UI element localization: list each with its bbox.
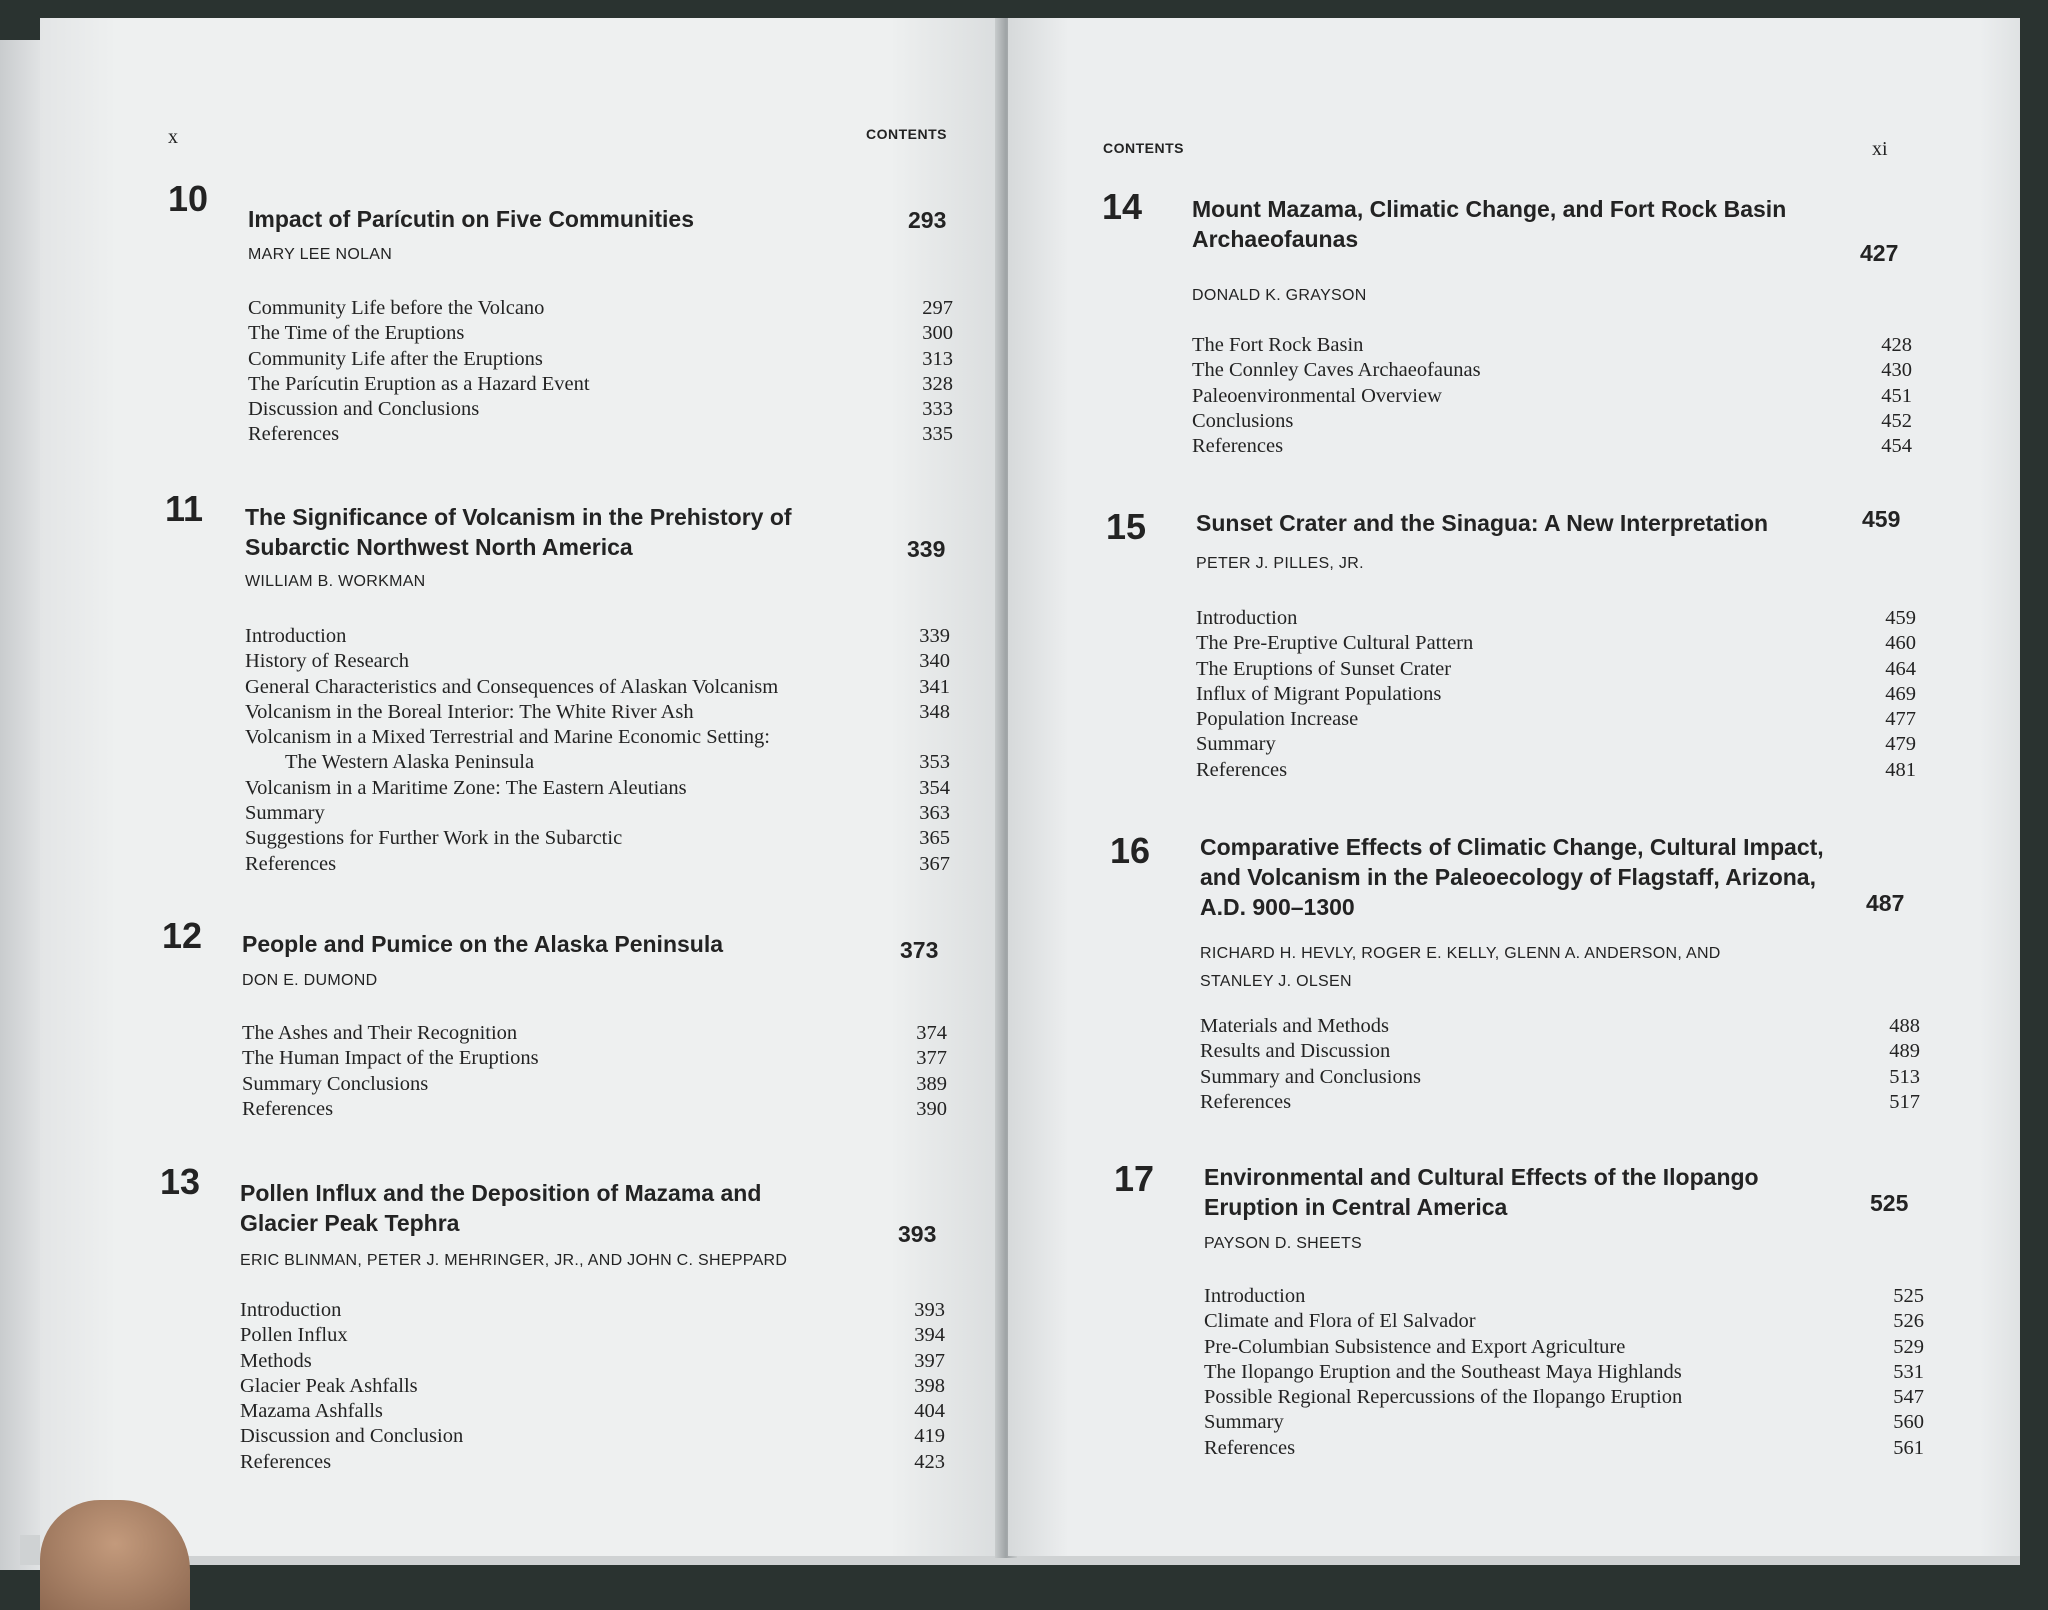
section-entry[interactable] [1204, 1360, 1924, 1385]
section-page-number: 328 [922, 372, 953, 395]
section-title: Pollen Influx [240, 1324, 348, 1347]
section-page-number: 333 [922, 398, 953, 421]
chapter-page-number: 525 [1870, 1190, 1909, 1216]
section-page-number: 430 [1881, 359, 1912, 382]
section-page-number: 297 [922, 297, 953, 319]
section-title: Results and Discussion [1200, 1040, 1391, 1063]
section-page-number: 419 [914, 1425, 945, 1448]
section-page-number: 404 [914, 1400, 945, 1423]
chapter-title[interactable]: Environmental and Cultural Effects of the Ilopango Eruption in Central America [1204, 1164, 1759, 1220]
section-entry[interactable] [242, 1097, 947, 1122]
chapter-title[interactable]: The Significance of Volcanism in the Prehistory of Subarctic Northwest North America [245, 504, 792, 560]
section-page-number: 363 [919, 802, 950, 825]
section-title: Possible Regional Repercussions of the Ilopango Eruption [1204, 1386, 1683, 1409]
section-title: References [1196, 758, 1288, 781]
section-page-number: 367 [919, 852, 950, 875]
section-entry[interactable] [1204, 1436, 1924, 1461]
section-page-number: 479 [1885, 733, 1916, 756]
chapter-number: 17 [1114, 1158, 1155, 1199]
section-entry[interactable] [1196, 732, 1916, 757]
section-entry[interactable] [248, 347, 953, 372]
left-running-head: CONTENTS [866, 126, 947, 142]
chapter-author: WILLIAM B. WORKMAN [245, 573, 426, 590]
section-page-number: 377 [916, 1047, 947, 1070]
section-entry[interactable] [1200, 1065, 1920, 1090]
section-page-number: 390 [916, 1097, 947, 1120]
right-running-head: CONTENTS [1103, 140, 1184, 156]
section-page-number: 389 [916, 1072, 947, 1095]
chapter-title[interactable]: People and Pumice on the Alaska Peninsula [242, 931, 724, 957]
section-entry[interactable] [245, 826, 950, 851]
section-page-number: 452 [1881, 409, 1912, 432]
chapter-number: 10 [168, 178, 209, 219]
section-entry[interactable] [245, 649, 950, 674]
section-entry[interactable] [1196, 758, 1916, 783]
chapter-page-number: 339 [907, 536, 946, 562]
section-entry[interactable] [1204, 1410, 1924, 1435]
section-page-number: 397 [914, 1349, 945, 1372]
section-entry[interactable] [1192, 434, 1912, 459]
chapter-page-number: 393 [898, 1221, 937, 1247]
section-page-number: 365 [919, 827, 950, 850]
section-entry[interactable] [248, 422, 953, 447]
section-title: The Pre-Eruptive Cultural Pattern [1196, 632, 1474, 655]
chapter-title[interactable]: Comparative Effects of Climatic Change, Cultural Impact, and Volcanism in the Paleoecology of Flagstaff, Arizona, A.D. 900–1300 [1200, 834, 1824, 920]
section-page-number: 464 [1885, 657, 1916, 680]
section-title: Community Life after the Eruptions [248, 347, 543, 370]
section-title: Influx of Migrant Populations [1196, 682, 1442, 705]
section-page-number: 393 [914, 1299, 945, 1321]
section-entry[interactable] [1192, 384, 1912, 409]
chapter-number: 11 [165, 488, 204, 529]
section-title: References [1204, 1436, 1296, 1459]
section-entry[interactable] [245, 675, 950, 700]
section-list [1204, 1284, 1924, 1461]
chapter-title[interactable]: Sunset Crater and the Sinagua: A New Interpretation [1196, 510, 1769, 536]
section-entry[interactable] [242, 1021, 947, 1046]
section-title: References [245, 852, 337, 875]
section-entry[interactable] [1192, 358, 1912, 383]
section-entry[interactable] [1204, 1284, 1924, 1309]
section-title: References [248, 423, 340, 446]
chapter-author: DON E. DUMOND [242, 972, 378, 989]
section-title: The Parícutin Eruption as a Hazard Event [248, 372, 590, 395]
section-entry[interactable] [1196, 631, 1916, 656]
section-entry[interactable] [1196, 606, 1916, 631]
chapter-number: 13 [160, 1161, 201, 1202]
chapter-number: 16 [1110, 830, 1151, 871]
left-folio: x [168, 126, 178, 148]
section-entry[interactable] [240, 1424, 945, 1449]
section-entry[interactable] [240, 1399, 945, 1424]
section-page-number: 353 [919, 751, 950, 774]
section-title: Introduction [1204, 1285, 1306, 1307]
section-entry[interactable] [248, 372, 953, 397]
section-page-number: 529 [1893, 1335, 1924, 1358]
section-page-number: 460 [1885, 632, 1916, 655]
section-list [245, 624, 950, 877]
section-title: Conclusions [1192, 409, 1294, 432]
section-title: The Fort Rock Basin [1192, 334, 1364, 356]
section-entry[interactable] [245, 750, 950, 775]
section-entry[interactable] [1204, 1385, 1924, 1410]
section-entry[interactable] [240, 1323, 945, 1348]
section-title: The Ashes and Their Recognition [242, 1022, 518, 1044]
section-entry[interactable] [245, 624, 950, 649]
section-entry[interactable] [245, 852, 950, 877]
chapter-page-number: 487 [1866, 890, 1905, 916]
section-title: Summary Conclusions [242, 1072, 429, 1095]
section-entry[interactable] [240, 1374, 945, 1399]
chapter-number: 14 [1102, 186, 1143, 227]
section-title: Discussion and Conclusion [240, 1425, 464, 1448]
section-entry[interactable] [1204, 1335, 1924, 1360]
section-entry[interactable] [240, 1450, 945, 1475]
section-entry[interactable] [1200, 1039, 1920, 1064]
chapter-author: PAYSON D. SHEETS [1204, 1235, 1363, 1252]
section-title: The Connley Caves Archaeofaunas [1192, 359, 1481, 382]
chapter-author: MARY LEE NOLAN [248, 246, 393, 263]
section-page-number: 513 [1889, 1065, 1920, 1088]
section-title: The Eruptions of Sunset Crater [1196, 657, 1452, 680]
section-title: Summary [1204, 1411, 1284, 1434]
section-entry[interactable] [245, 700, 950, 725]
section-title: References [242, 1097, 334, 1120]
chapter-number: 12 [162, 915, 203, 956]
section-title: Mazama Ashfalls [240, 1400, 383, 1423]
section-page-number: 313 [922, 347, 953, 370]
section-entry[interactable] [1200, 1090, 1920, 1115]
chapter-author: PETER J. PILLES, JR. [1196, 555, 1364, 572]
section-title: Summary and Conclusions [1200, 1065, 1421, 1088]
section-title: Introduction [1196, 607, 1298, 629]
section-page-number: 374 [916, 1022, 947, 1044]
section-title: The Human Impact of the Eruptions [242, 1047, 539, 1070]
chapter-title[interactable]: Mount Mazama, Climatic Change, and Fort Rock Basin Archaeofaunas [1192, 196, 1787, 252]
section-entry[interactable] [245, 801, 950, 826]
section-page-number: 526 [1893, 1310, 1924, 1333]
section-list [1196, 606, 1916, 783]
section-page-number: 561 [1893, 1436, 1924, 1459]
section-title: Climate and Flora of El Salvador [1204, 1310, 1476, 1333]
section-entry[interactable] [1196, 707, 1916, 732]
chapter-author: ERIC BLINMAN, PETER J. MEHRINGER, JR., AND JOHN C. SHEPPARD [240, 1252, 788, 1269]
section-page-number: 428 [1881, 334, 1912, 356]
chapter-author: DONALD K. GRAYSON [1192, 287, 1367, 304]
section-entry[interactable] [1204, 1309, 1924, 1334]
section-title: Community Life before the Volcano [248, 297, 545, 319]
section-title: Introduction [245, 625, 347, 647]
section-page-number: 335 [922, 423, 953, 446]
section-title: Population Increase [1196, 708, 1359, 731]
section-title: Volcanism in the Boreal Interior: The White River Ash [245, 700, 694, 723]
chapter-page-number: 427 [1860, 240, 1899, 266]
chapter-page-number: 373 [900, 937, 939, 963]
section-title: General Characteristics and Consequences of Alaskan Volcanism [245, 675, 779, 698]
section-entry[interactable] [1200, 1014, 1920, 1039]
section-title: Summary [245, 802, 325, 825]
section-page-number: 394 [914, 1324, 945, 1347]
section-entry[interactable] [245, 776, 950, 801]
right-folio: xi [1872, 138, 1888, 160]
section-list [242, 1021, 947, 1122]
section-title: Pre-Columbian Subsistence and Export Agriculture [1204, 1335, 1626, 1358]
section-page-number: 451 [1881, 384, 1912, 407]
section-title: Summary [1196, 733, 1276, 756]
section-entry[interactable] [1192, 333, 1912, 358]
section-page-number: 341 [919, 675, 950, 698]
section-page-number: 348 [919, 700, 950, 723]
section-page-number: 560 [1893, 1411, 1924, 1434]
right-page [1008, 18, 2020, 1556]
section-page-number: 423 [914, 1450, 945, 1473]
section-page-number: 525 [1893, 1285, 1924, 1307]
chapter-title[interactable]: Pollen Influx and the Deposition of Mazama and Glacier Peak Tephra [240, 1180, 762, 1236]
section-page-number: 354 [919, 776, 950, 799]
section-title: Volcanism in a Mixed Terrestrial and Marine Economic Setting: [245, 726, 770, 749]
section-entry[interactable] [1192, 409, 1912, 434]
chapter-page-number: 459 [1862, 506, 1901, 532]
section-page-number: 547 [1893, 1386, 1924, 1409]
section-title: Glacier Peak Ashfalls [240, 1374, 418, 1397]
section-title: Introduction [240, 1299, 342, 1321]
section-title: Materials and Methods [1200, 1015, 1390, 1037]
chapter-author: RICHARD H. HEVLY, ROGER E. KELLY, GLENN A. ANDERSON, AND STANLEY J. OLSEN [1200, 945, 1721, 990]
section-title: Suggestions for Further Work in the Subarctic [245, 827, 623, 850]
section-list [1200, 1014, 1920, 1115]
section-entry[interactable] [1196, 682, 1916, 707]
section-page-number: 517 [1889, 1090, 1920, 1113]
section-title: Paleoenvironmental Overview [1192, 384, 1442, 407]
section-page-number: 488 [1889, 1015, 1920, 1037]
chapter-title[interactable]: Impact of Parícutin on Five Communities [248, 206, 695, 232]
section-list [248, 296, 953, 448]
section-title: References [240, 1450, 332, 1473]
section-list [240, 1298, 945, 1475]
section-entry[interactable] [248, 296, 953, 321]
section-title: References [1192, 435, 1284, 458]
section-entry[interactable] [248, 321, 953, 346]
section-page-number: 454 [1881, 435, 1912, 458]
section-title: History of Research [245, 650, 409, 673]
section-title: Discussion and Conclusions [248, 398, 480, 421]
section-page-number: 300 [922, 322, 953, 345]
chapter-page-number: 293 [908, 207, 947, 233]
section-entry[interactable] [240, 1349, 945, 1374]
section-page-number: 489 [1889, 1040, 1920, 1063]
section-entry[interactable] [242, 1072, 947, 1097]
section-entry[interactable] [1196, 657, 1916, 682]
section-title: The Western Alaska Peninsula [285, 751, 535, 774]
section-title: The Time of the Eruptions [248, 322, 465, 345]
section-entry[interactable] [248, 397, 953, 422]
section-title: The Ilopango Eruption and the Southeast Maya Highlands [1204, 1360, 1682, 1383]
section-title: References [1200, 1090, 1292, 1113]
section-page-number: 531 [1893, 1360, 1924, 1383]
section-entry[interactable] [245, 725, 950, 750]
section-page-number: 339 [919, 625, 950, 647]
section-page-number: 459 [1885, 607, 1916, 629]
section-page-number: 469 [1885, 682, 1916, 705]
section-list [1192, 333, 1912, 459]
chapter-number: 15 [1106, 506, 1147, 547]
left-page [40, 18, 1005, 1556]
section-entry[interactable] [242, 1046, 947, 1071]
section-entry[interactable] [240, 1298, 945, 1323]
section-page-number: 481 [1885, 758, 1916, 781]
section-page-number: 398 [914, 1374, 945, 1397]
section-title: Methods [240, 1349, 312, 1372]
section-page-number: 477 [1885, 708, 1916, 731]
section-title: Volcanism in a Maritime Zone: The Eastern Aleutians [245, 776, 687, 799]
section-page-number: 340 [919, 650, 950, 673]
